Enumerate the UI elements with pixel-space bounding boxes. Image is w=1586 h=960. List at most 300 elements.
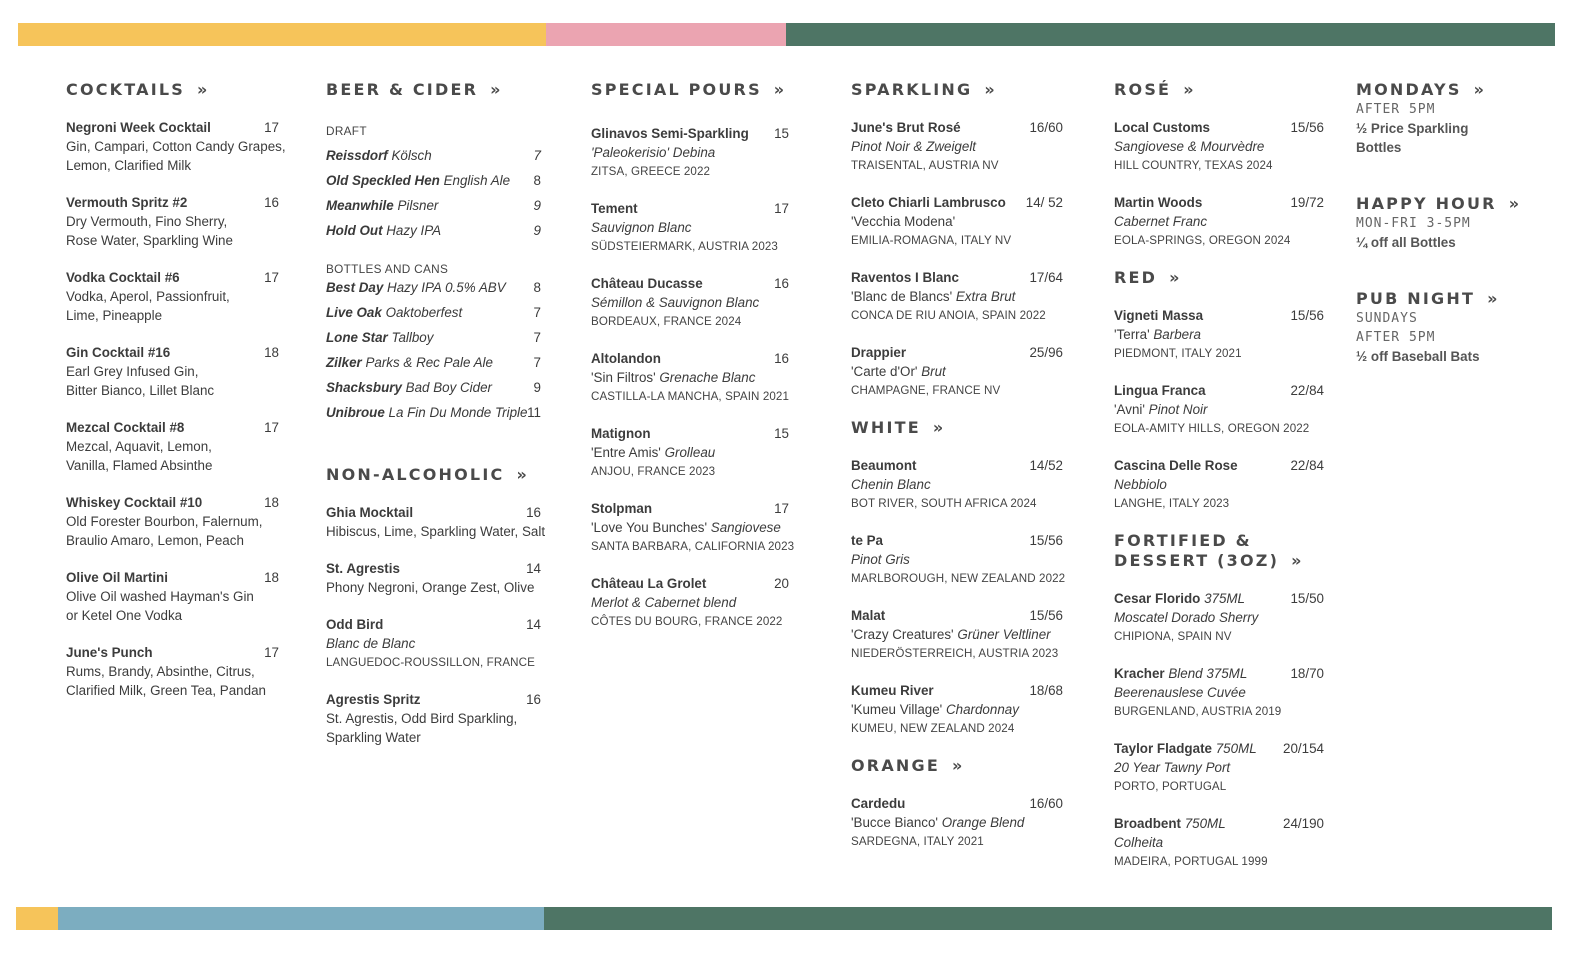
special-item-name: Château La Grolet bbox=[591, 576, 707, 591]
pub-night-heading: PUB NIGHT » bbox=[1356, 289, 1498, 308]
special-item-varietal bbox=[591, 143, 789, 162]
fortified-item-price: 20/154 bbox=[1283, 741, 1324, 756]
orange-item-grape: Orange Blend bbox=[941, 815, 1025, 830]
cocktails-item-desc: Gin, Campari, Cotton Candy Grapes, bbox=[66, 139, 286, 154]
red-item-varietal bbox=[1114, 475, 1324, 494]
white-item bbox=[851, 531, 1066, 588]
cocktails-column bbox=[66, 80, 286, 718]
fortified-item-varietal: Moscatel Dorado Sherry bbox=[1114, 610, 1259, 625]
red-item-name: Vigneti Massa bbox=[1114, 308, 1204, 323]
rose-item-price: 15/56 bbox=[1290, 120, 1324, 135]
white-item-price: 15/56 bbox=[1029, 533, 1063, 548]
special-item-region: CÔTES DU BOURG, FRANCE 2022 bbox=[591, 615, 783, 628]
white-item-grape: Grüner Veltliner bbox=[957, 627, 1051, 642]
red-item bbox=[1114, 306, 1324, 363]
red-item bbox=[1114, 381, 1324, 438]
fortified-item-size: Blend 375ML bbox=[1168, 666, 1248, 681]
cocktails-item-desc-2: Braulio Amaro, Lemon, Peach bbox=[66, 533, 244, 548]
nonalc-item-desc: Phony Negroni, Orange Zest, Olive bbox=[326, 580, 535, 595]
fortified-item bbox=[1114, 664, 1324, 721]
beer-price: 7 bbox=[533, 148, 541, 163]
sparkling-item-varietal bbox=[851, 212, 1063, 231]
cocktails-item-name: Olive Oil Martini bbox=[66, 570, 168, 585]
pub-night-time: AFTER 5PM bbox=[1356, 330, 1436, 345]
beer-brand: Hold Out bbox=[326, 223, 383, 238]
rose-item-name: Martin Woods bbox=[1114, 195, 1203, 210]
sparkling-item-name: Raventos I Blanc bbox=[851, 270, 959, 285]
nonalc-item bbox=[326, 615, 541, 672]
special-item bbox=[591, 124, 789, 181]
beer-brand: Unibroue bbox=[326, 405, 385, 420]
orange-item-cuvee: 'Bucce Bianco' bbox=[851, 815, 938, 830]
red-item bbox=[1114, 456, 1324, 513]
special-item bbox=[591, 274, 789, 331]
special-column bbox=[591, 80, 795, 649]
sparkling-item-price: 16/60 bbox=[1029, 120, 1063, 135]
nonalc-item-desc: Blanc de Blanc bbox=[326, 636, 416, 651]
special-item-region: CASTILLA-LA MANCHA, SPAIN 2021 bbox=[591, 390, 790, 403]
sparkling-item-region: CONCA DE RIU ANOIA, SPAIN 2022 bbox=[851, 309, 1046, 322]
cocktails-item-desc: Old Forester Bourbon, Falernum, bbox=[66, 514, 263, 529]
rose-item-grape: Cabernet Franc bbox=[1114, 214, 1208, 229]
white-heading: WHITE » bbox=[851, 418, 944, 437]
special-item-varietal bbox=[591, 518, 789, 537]
white-item-region: BOT RIVER, SOUTH AFRICA 2024 bbox=[851, 497, 1037, 510]
fortified-item-name: Broadbent bbox=[1114, 816, 1181, 831]
red-item-cuvee: 'Avni' bbox=[1114, 402, 1145, 417]
cocktails-item-name: Negroni Week Cocktail bbox=[66, 120, 211, 135]
red-item-price: 22/84 bbox=[1290, 458, 1324, 473]
beer-price: 7 bbox=[533, 305, 541, 320]
cocktails-item-desc: Dry Vermouth, Fino Sherry, bbox=[66, 214, 228, 229]
special-item-cuvee: 'Sin Filtros' bbox=[591, 370, 656, 385]
white-item-cuvee: 'Kumeu Village' bbox=[851, 702, 943, 717]
beer-style: Kölsch bbox=[391, 148, 432, 163]
special-item-name: Stolpman bbox=[591, 501, 653, 516]
special-item bbox=[591, 574, 789, 631]
fortified-item-size: 750ML bbox=[1184, 816, 1226, 831]
red-item-price: 15/56 bbox=[1290, 308, 1324, 323]
rose-item-region: EOLA-SPRINGS, OREGON 2024 bbox=[1114, 234, 1291, 247]
sparkling-item-name: June's Brut Rosé bbox=[851, 120, 961, 135]
sparkling-item-cuvee: 'Carte d'Or' bbox=[851, 364, 918, 379]
cocktails-item-desc-2: Clarified Milk, Green Tea, Pandan bbox=[66, 683, 266, 698]
cocktails-list bbox=[66, 118, 286, 700]
white-item-cuvee: 'Crazy Creatures' bbox=[851, 627, 954, 642]
cocktails-item-price: 16 bbox=[264, 195, 279, 210]
beer-row bbox=[326, 218, 541, 243]
special-item-region: SANTA BARBARA, CALIFORNIA 2023 bbox=[591, 540, 795, 553]
mondays-desc-1: ½ Price Sparkling bbox=[1356, 121, 1469, 136]
special-item-region: ZITSA, GREECE 2022 bbox=[591, 165, 711, 178]
rose-item bbox=[1114, 118, 1324, 175]
nonalc-list bbox=[326, 503, 546, 747]
red-heading: RED » bbox=[1114, 268, 1180, 287]
beer-heading: BEER & CIDER » bbox=[326, 80, 501, 99]
special-item-price: 15 bbox=[774, 426, 789, 441]
red-item-grape: Nebbiolo bbox=[1114, 477, 1167, 492]
sparkling-item-grape: Pinot Noir & Zweigelt bbox=[851, 139, 977, 154]
cocktails-item bbox=[66, 643, 279, 700]
nonalc-heading: NON-ALCOHOLIC » bbox=[326, 465, 527, 484]
pub-night-desc: ½ off Baseball Bats bbox=[1356, 349, 1480, 364]
fortified-item-varietal: 20 Year Tawny Port bbox=[1114, 760, 1231, 775]
rose-heading: ROSÉ » bbox=[1114, 80, 1194, 99]
nonalc-item bbox=[326, 503, 546, 541]
draft-label: DRAFT bbox=[326, 124, 367, 138]
white-item-name: te Pa bbox=[851, 533, 884, 548]
cocktails-item-price: 18 bbox=[264, 495, 279, 510]
special-item-price: 17 bbox=[774, 201, 789, 216]
cocktails-item-desc-2: or Ketel One Vodka bbox=[66, 608, 183, 623]
white-item-varietal bbox=[851, 625, 1063, 644]
orange-heading: ORANGE » bbox=[851, 756, 963, 775]
nonalc-item-price: 16 bbox=[526, 692, 541, 707]
bottom-bar-green bbox=[544, 907, 1552, 930]
orange-item-name: Cardedu bbox=[851, 796, 906, 811]
specials-column bbox=[1356, 80, 1556, 366]
nonalc-item-desc-2: Sparkling Water bbox=[326, 730, 421, 745]
beer-row bbox=[326, 143, 541, 168]
sparkling-list bbox=[851, 118, 1063, 400]
fortified-item bbox=[1114, 589, 1324, 646]
red-list bbox=[1114, 306, 1324, 513]
cocktails-item-desc-2: Rose Water, Sparkling Wine bbox=[66, 233, 233, 248]
sparkling-item-name: Cleto Chiarli Lambrusco bbox=[851, 195, 1006, 210]
white-item-grape: Chenin Blanc bbox=[851, 477, 931, 492]
beer-row bbox=[326, 193, 541, 218]
fortified-item-region: BURGENLAND, AUSTRIA 2019 bbox=[1114, 705, 1282, 718]
special-item-price: 15 bbox=[774, 126, 789, 141]
special-item-name: Glinavos Semi-Sparkling bbox=[591, 126, 749, 141]
white-item-varietal bbox=[851, 700, 1063, 719]
special-item bbox=[591, 349, 789, 406]
mondays-desc-2: Bottles bbox=[1356, 140, 1402, 155]
special-item bbox=[591, 424, 789, 481]
fortified-item-price: 24/190 bbox=[1283, 816, 1324, 831]
cocktails-item-desc-2: Lime, Pineapple bbox=[66, 308, 163, 323]
beer-column bbox=[326, 80, 546, 765]
beer-brand: Zilker bbox=[326, 355, 362, 370]
nonalc-item-price: 14 bbox=[526, 561, 541, 576]
special-item-price: 16 bbox=[774, 276, 789, 291]
cocktails-item-price: 17 bbox=[264, 270, 279, 285]
cocktails-item-price: 18 bbox=[264, 345, 279, 360]
rose-item-varietal bbox=[1114, 212, 1324, 231]
fortified-item-name: Kracher bbox=[1114, 666, 1165, 681]
red-item-grape: Barbera bbox=[1153, 327, 1201, 342]
special-heading: SPECIAL POURS » bbox=[591, 80, 785, 99]
red-item-name: Cascina Delle Rose bbox=[1114, 458, 1238, 473]
sparkling-item-cuvee: 'Blanc de Blancs' bbox=[851, 289, 953, 304]
beer-brand: Best Day bbox=[326, 280, 384, 295]
cocktails-item bbox=[66, 343, 279, 400]
sparkling-item-price: 25/96 bbox=[1029, 345, 1063, 360]
white-item-price: 15/56 bbox=[1029, 608, 1063, 623]
beer-style: English Ale bbox=[443, 173, 511, 188]
rose-item-grape: Sangiovese & Mourvèdre bbox=[1114, 139, 1265, 154]
white-item-grape: Pinot Gris bbox=[851, 552, 910, 567]
white-item-name: Kumeu River bbox=[851, 683, 934, 698]
sparkling-item bbox=[851, 118, 1063, 175]
sparkling-item-price: 14/ 52 bbox=[1025, 195, 1063, 210]
rose-item bbox=[1114, 193, 1324, 250]
special-item-grape: Sangiovese bbox=[710, 520, 781, 535]
sparkling-item-cuvee: 'Vecchia Modena' bbox=[851, 214, 956, 229]
nonalc-item-desc: St. Agrestis, Odd Bird Sparkling, bbox=[326, 711, 518, 726]
fortified-list bbox=[1114, 589, 1324, 871]
cocktails-item-price: 17 bbox=[264, 120, 279, 135]
fortified-item-size: 750ML bbox=[1215, 741, 1257, 756]
nonalc-item-name: Agrestis Spritz bbox=[326, 692, 421, 707]
sparkling-item-region: TRAISENTAL, AUSTRIA NV bbox=[851, 159, 999, 172]
cocktails-item-desc: Mezcal, Aquavit, Lemon, bbox=[66, 439, 212, 454]
sparkling-item-price: 17/64 bbox=[1029, 270, 1063, 285]
cocktails-item-desc: Rums, Brandy, Absinthe, Citrus, bbox=[66, 664, 255, 679]
cocktails-item bbox=[66, 193, 279, 250]
orange-list bbox=[851, 794, 1063, 851]
fortified-item-name: Taylor Fladgate bbox=[1114, 741, 1212, 756]
beer-row bbox=[326, 300, 541, 325]
special-item-varietal bbox=[591, 293, 789, 312]
beer-style: La Fin Du Monde Triple bbox=[388, 405, 528, 420]
fortified-item-varietal: Beerenauslese Cuvée bbox=[1114, 685, 1246, 700]
sparkling-item-grape: Brut bbox=[921, 364, 946, 379]
special-item-varietal bbox=[591, 593, 789, 612]
beer-row bbox=[326, 350, 541, 375]
special-list bbox=[591, 124, 795, 631]
nonalc-item-name: Ghia Mocktail bbox=[326, 505, 414, 520]
beer-style: Oaktoberfest bbox=[385, 305, 463, 320]
cocktails-item-price: 17 bbox=[264, 420, 279, 435]
white-item-region: KUMEU, NEW ZEALAND 2024 bbox=[851, 722, 1015, 735]
nonalc-item bbox=[326, 690, 541, 747]
beer-style: Parks & Rec Pale Ale bbox=[365, 355, 493, 370]
cocktails-item bbox=[66, 568, 279, 625]
special-item-grape: 'Paleokerisio' Debina bbox=[591, 145, 716, 160]
fortified-item-region: PORTO, PORTUGAL bbox=[1114, 780, 1227, 793]
beer-style: Hazy IPA bbox=[386, 223, 442, 238]
red-item-varietal bbox=[1114, 400, 1324, 419]
cocktails-item-desc-2: Vanilla, Flamed Absinthe bbox=[66, 458, 213, 473]
top-bar-green bbox=[786, 23, 1555, 46]
cocktails-item-name: Vermouth Spritz #2 bbox=[66, 195, 188, 210]
beer-price: 9 bbox=[533, 380, 541, 395]
special-item-name: Matignon bbox=[591, 426, 651, 441]
beer-row bbox=[326, 275, 541, 300]
rose-item-region: HILL COUNTRY, TEXAS 2024 bbox=[1114, 159, 1273, 172]
pub-night-day: SUNDAYS bbox=[1356, 311, 1418, 326]
special-item-cuvee: 'Love You Bunches' bbox=[591, 520, 708, 535]
special-item-price: 20 bbox=[774, 576, 789, 591]
special-item-varietal bbox=[591, 368, 789, 387]
white-list bbox=[851, 456, 1066, 738]
cocktails-item-price: 17 bbox=[264, 645, 279, 660]
cocktails-item bbox=[66, 493, 279, 550]
rose-item-name: Local Customs bbox=[1114, 120, 1210, 135]
beer-brand: Live Oak bbox=[326, 305, 382, 320]
beer-row bbox=[326, 325, 541, 350]
white-item bbox=[851, 606, 1063, 663]
beer-row bbox=[326, 400, 541, 425]
red-item-varietal bbox=[1114, 325, 1324, 344]
white-item-region: MARLBOROUGH, NEW ZEALAND 2022 bbox=[851, 572, 1066, 585]
beer-style: Pilsner bbox=[397, 198, 439, 213]
red-item-region: PIEDMONT, ITALY 2021 bbox=[1114, 347, 1242, 360]
special-item bbox=[591, 199, 789, 256]
orange-item bbox=[851, 794, 1063, 851]
top-bar-yellow bbox=[18, 23, 546, 46]
special-item-name: Altolandon bbox=[591, 351, 661, 366]
cocktails-item-desc-2: Lemon, Clarified Milk bbox=[66, 158, 192, 173]
sparkling-heading: SPARKLING » bbox=[851, 80, 995, 99]
bottles-list bbox=[326, 275, 541, 425]
fortified-heading: FORTIFIED & DESSERT (3OZ) » bbox=[1114, 531, 1302, 570]
cocktails-item-name: Vodka Cocktail #6 bbox=[66, 270, 180, 285]
beer-style: Tallboy bbox=[391, 330, 434, 345]
beer-price: 7 bbox=[533, 355, 541, 370]
sparkling-item bbox=[851, 193, 1063, 250]
beer-brand: Old Speckled Hen bbox=[326, 173, 440, 188]
fortified-item bbox=[1114, 739, 1324, 796]
happy-hour-time: MON-FRI 3-5PM bbox=[1356, 216, 1471, 231]
special-item-grape: Grenache Blanc bbox=[659, 370, 756, 385]
bottles-label: BOTTLES AND CANS bbox=[326, 262, 449, 276]
beer-style: Hazy IPA 0.5% ABV bbox=[387, 280, 506, 295]
sparkling-item bbox=[851, 268, 1063, 325]
fortified-item-region: MADEIRA, PORTUGAL 1999 bbox=[1114, 855, 1268, 868]
rose-column bbox=[1114, 80, 1324, 889]
cocktails-item-desc: Olive Oil washed Hayman's Gin bbox=[66, 589, 254, 604]
special-item-region: BORDEAUX, FRANCE 2024 bbox=[591, 315, 742, 328]
white-item-varietal bbox=[851, 550, 1063, 569]
special-item-grape: Sauvignon Blanc bbox=[591, 220, 692, 235]
top-bar-pink bbox=[546, 23, 786, 46]
fortified-item-varietal: Colheita bbox=[1114, 835, 1164, 850]
white-item bbox=[851, 681, 1063, 738]
white-item-name: Malat bbox=[851, 608, 886, 623]
special-item-region: SÜDSTEIERMARK, AUSTRIA 2023 bbox=[591, 240, 778, 253]
sparkling-item-name: Drappier bbox=[851, 345, 907, 360]
beer-price: 9 bbox=[533, 223, 541, 238]
fortified-item-price: 18/70 bbox=[1290, 666, 1324, 681]
rose-item-price: 19/72 bbox=[1290, 195, 1324, 210]
orange-item-price: 16/60 bbox=[1029, 796, 1063, 811]
white-item-varietal bbox=[851, 475, 1063, 494]
sparkling-item-varietal bbox=[851, 287, 1063, 306]
orange-item-varietal bbox=[851, 813, 1063, 832]
cocktails-heading: COCKTAILS » bbox=[66, 80, 208, 99]
cocktails-item bbox=[66, 118, 286, 175]
beer-brand: Shacksbury bbox=[326, 380, 402, 395]
happy-hour-desc: ¼ off all Bottles bbox=[1356, 235, 1456, 250]
cocktails-item-name: Mezcal Cocktail #8 bbox=[66, 420, 185, 435]
special-item bbox=[591, 499, 795, 556]
sparkling-item bbox=[851, 343, 1063, 400]
beer-price: 9 bbox=[533, 198, 541, 213]
sparkling-column bbox=[851, 80, 1066, 869]
nonalc-item-price: 16 bbox=[526, 505, 541, 520]
beer-price: 11 bbox=[527, 405, 541, 420]
nonalc-item-price: 14 bbox=[526, 617, 541, 632]
bottom-bar-yellow bbox=[16, 907, 58, 930]
special-item-grape: Grolleau bbox=[664, 445, 716, 460]
special-item-name: Tement bbox=[591, 201, 638, 216]
beer-price: 8 bbox=[533, 173, 541, 188]
beer-style: Bad Boy Cider bbox=[405, 380, 492, 395]
mondays-heading: MONDAYS » bbox=[1356, 80, 1484, 99]
bottom-bar-blue bbox=[58, 907, 544, 930]
red-item-cuvee: 'Terra' bbox=[1114, 327, 1150, 342]
cocktails-item bbox=[66, 268, 279, 325]
special-item-grape: Merlot & Cabernet blend bbox=[591, 595, 737, 610]
nonalc-item-name: Odd Bird bbox=[326, 617, 384, 632]
cocktails-item-name: Gin Cocktail #16 bbox=[66, 345, 171, 360]
nonalc-item-desc-2: LANGUEDOC-ROUSSILLON, FRANCE bbox=[326, 656, 535, 669]
orange-item-region: SARDEGNA, ITALY 2021 bbox=[851, 835, 984, 848]
beer-row bbox=[326, 375, 541, 400]
nonalc-item-desc: Hibiscus, Lime, Sparkling Water, Salt bbox=[326, 524, 546, 539]
draft-list bbox=[326, 143, 541, 243]
special-item-region: ANJOU, FRANCE 2023 bbox=[591, 465, 716, 478]
happy-hour-heading: HAPPY HOUR » bbox=[1356, 194, 1520, 213]
cocktails-item-desc: Vodka, Aperol, Passionfruit, bbox=[66, 289, 230, 304]
cocktails-item bbox=[66, 418, 279, 475]
white-item bbox=[851, 456, 1063, 513]
beer-price: 8 bbox=[533, 280, 541, 295]
beer-price: 7 bbox=[533, 330, 541, 345]
red-item-name: Lingua Franca bbox=[1114, 383, 1206, 398]
fortified-item-size: 375ML bbox=[1204, 591, 1246, 606]
fortified-item-price: 15/50 bbox=[1290, 591, 1324, 606]
special-item-price: 16 bbox=[774, 351, 789, 366]
white-item-region: NIEDERÖSTERREICH, AUSTRIA 2023 bbox=[851, 647, 1059, 660]
fortified-item-name: Cesar Florido bbox=[1114, 591, 1201, 606]
rose-list bbox=[1114, 118, 1324, 250]
special-item-grape: Sémillon & Sauvignon Blanc bbox=[591, 295, 760, 310]
cocktails-item-desc-2: Bitter Bianco, Lillet Blanc bbox=[66, 383, 215, 398]
rose-item-varietal bbox=[1114, 137, 1324, 156]
beer-brand: Lone Star bbox=[326, 330, 388, 345]
beer-brand: Meanwhile bbox=[326, 198, 394, 213]
fortified-item-region: CHIPIONA, SPAIN NV bbox=[1114, 630, 1232, 643]
sparkling-item-varietal bbox=[851, 362, 1063, 381]
sparkling-item-region: EMILIA-ROMAGNA, ITALY NV bbox=[851, 234, 1012, 247]
white-item-price: 14/52 bbox=[1029, 458, 1063, 473]
nonalc-item-name: St. Agrestis bbox=[326, 561, 400, 576]
red-item-region: EOLA-AMITY HILLS, OREGON 2022 bbox=[1114, 422, 1310, 435]
sparkling-item-varietal bbox=[851, 137, 1063, 156]
beer-brand: Reissdorf bbox=[326, 148, 388, 163]
special-item-varietal bbox=[591, 443, 789, 462]
cocktails-item-price: 18 bbox=[264, 570, 279, 585]
fortified-item bbox=[1114, 814, 1324, 871]
special-item-price: 17 bbox=[774, 501, 789, 516]
cocktails-item-name: June's Punch bbox=[66, 645, 153, 660]
sparkling-item-region: CHAMPAGNE, FRANCE NV bbox=[851, 384, 1001, 397]
cocktails-item-desc: Earl Grey Infused Gin, bbox=[66, 364, 199, 379]
cocktails-item-name: Whiskey Cocktail #10 bbox=[66, 495, 203, 510]
mondays-time: AFTER 5PM bbox=[1356, 102, 1436, 117]
red-item-region: LANGHE, ITALY 2023 bbox=[1114, 497, 1230, 510]
red-item-price: 22/84 bbox=[1290, 383, 1324, 398]
white-item-price: 18/68 bbox=[1029, 683, 1063, 698]
nonalc-item bbox=[326, 559, 541, 597]
special-item-cuvee: 'Entre Amis' bbox=[591, 445, 661, 460]
special-item-name: Château Ducasse bbox=[591, 276, 703, 291]
red-item-grape: Pinot Noir bbox=[1148, 402, 1208, 417]
white-item-grape: Chardonnay bbox=[945, 702, 1019, 717]
